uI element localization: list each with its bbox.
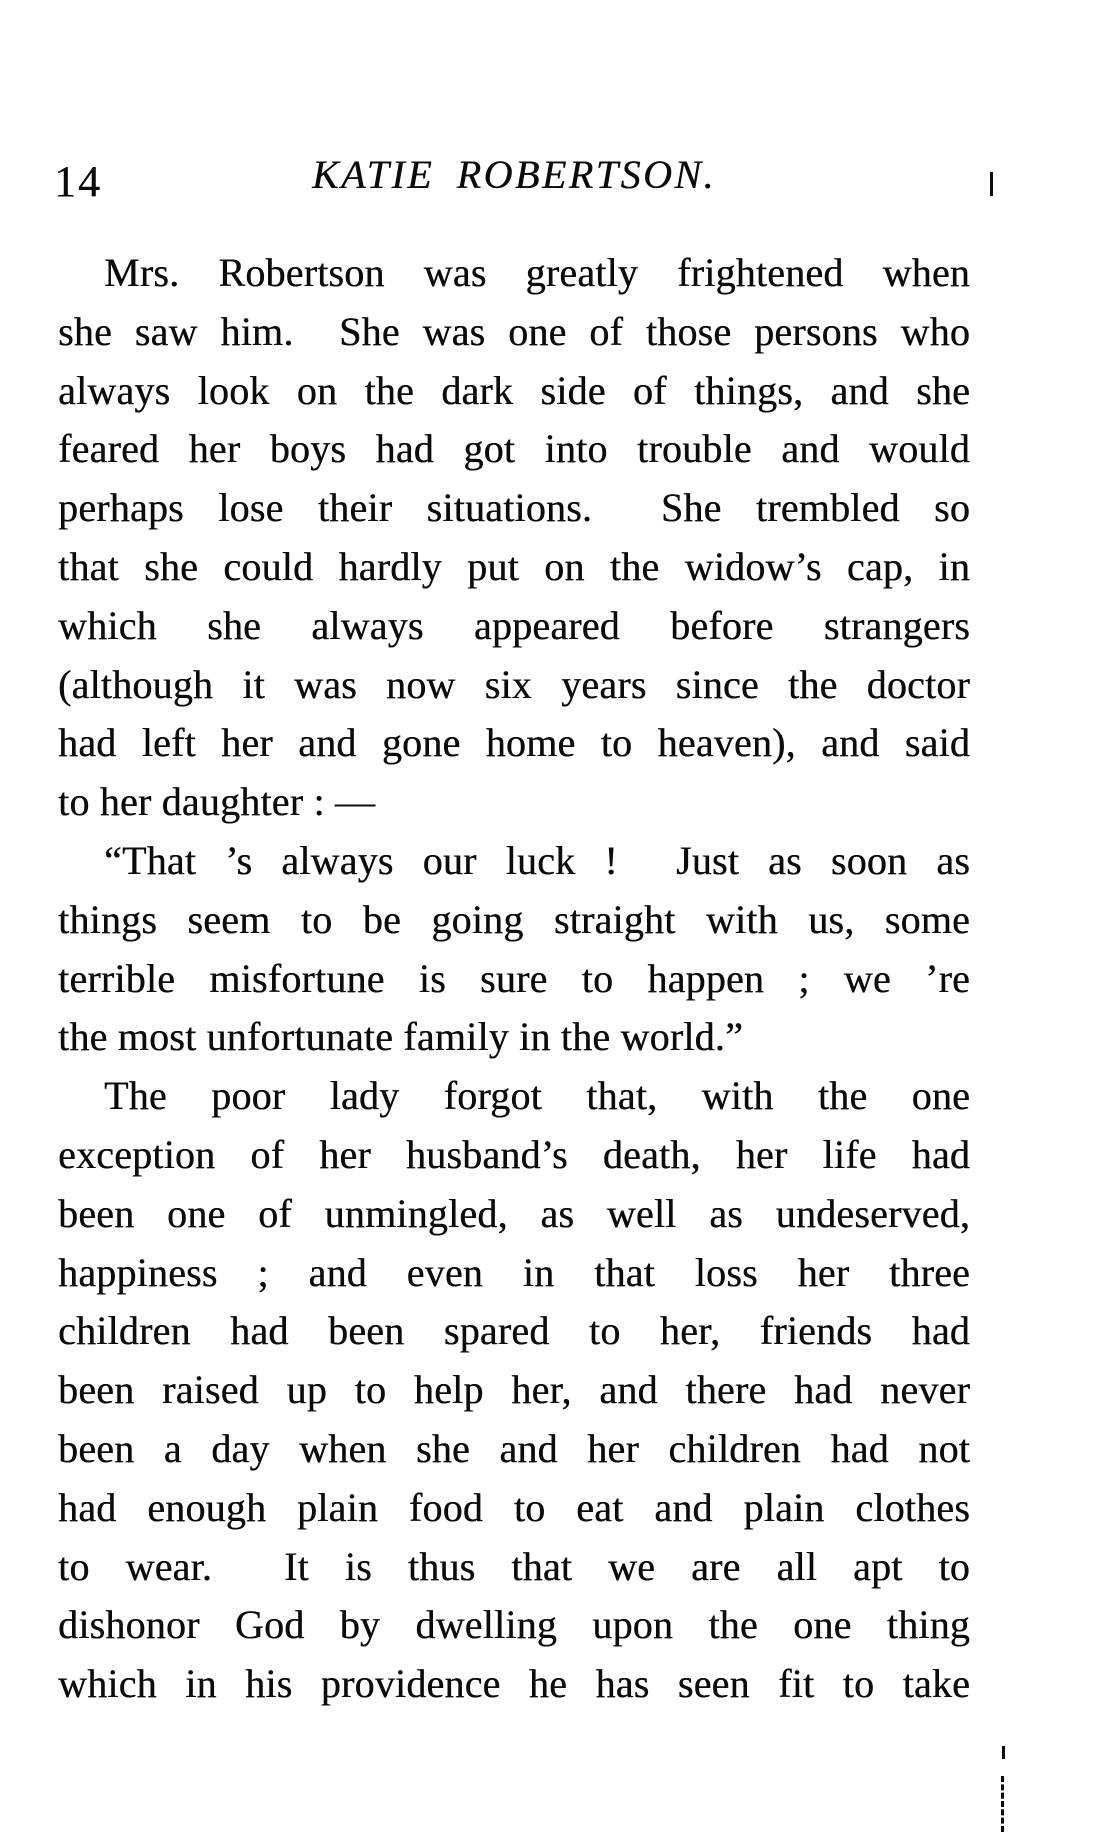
running-title: KATIE ROBERTSON. (311, 152, 717, 197)
text-line: which she always appeared before strangers (58, 602, 970, 648)
text-line: always look on the dark side of things, and she (58, 367, 970, 413)
text-line: terrible misfortune is sure to happen ; we ’re (58, 955, 970, 1001)
text-line: Mrs. Robertson was greatly frightened when (104, 250, 970, 295)
text-line: that she could hardly put on the widow’s cap, in (58, 543, 970, 589)
text-line: “That ’s always our luck ! Just as soon as (104, 837, 970, 883)
text-line: happiness ; and even in that loss her three (58, 1249, 970, 1295)
scan-artifact-bottom-tick (1002, 1746, 1005, 1759)
text-line: had enough plain food to eat and plain clothes (58, 1484, 970, 1530)
text-line: she saw him. She was one of those persons who (58, 308, 970, 354)
text-line: been one of unmingled, as well as undeserved, (58, 1190, 970, 1236)
text-line: to wear. It is thus that we are all apt to (58, 1543, 970, 1589)
page-number: 14 (54, 157, 102, 206)
text-line: been a day when she and her children had not (58, 1425, 970, 1471)
text-line: things seem to be going straight with us, some (58, 896, 970, 942)
text-line: had left her and gone home to heaven), and said (58, 720, 970, 766)
text-line: (although it was now six years since the doctor (58, 661, 970, 707)
text-line: been raised up to help her, and there had never (58, 1367, 970, 1413)
text-line: perhaps lose their situations. She trembled so (58, 485, 970, 531)
text-line: The poor lady forgot that, with the one (104, 1073, 970, 1119)
text-line: exception of her husband’s death, her life had (58, 1131, 970, 1177)
text-line: feared her boys had got into trouble and would (58, 426, 970, 472)
scan-artifact-bottom-dashes (1001, 1776, 1004, 1832)
text-line: which in his providence he has seen fit to take (58, 1661, 970, 1707)
text-line: children had been spared to her, friends had (58, 1308, 970, 1354)
scan-artifact-top-right (990, 172, 993, 196)
page-text (58, 244, 970, 1714)
text-line: to her daughter : — (58, 779, 376, 825)
text-line: dishonor God by dwelling upon the one thing (58, 1602, 970, 1648)
text-line: the most unfortunate family in the world.” (58, 1014, 743, 1060)
